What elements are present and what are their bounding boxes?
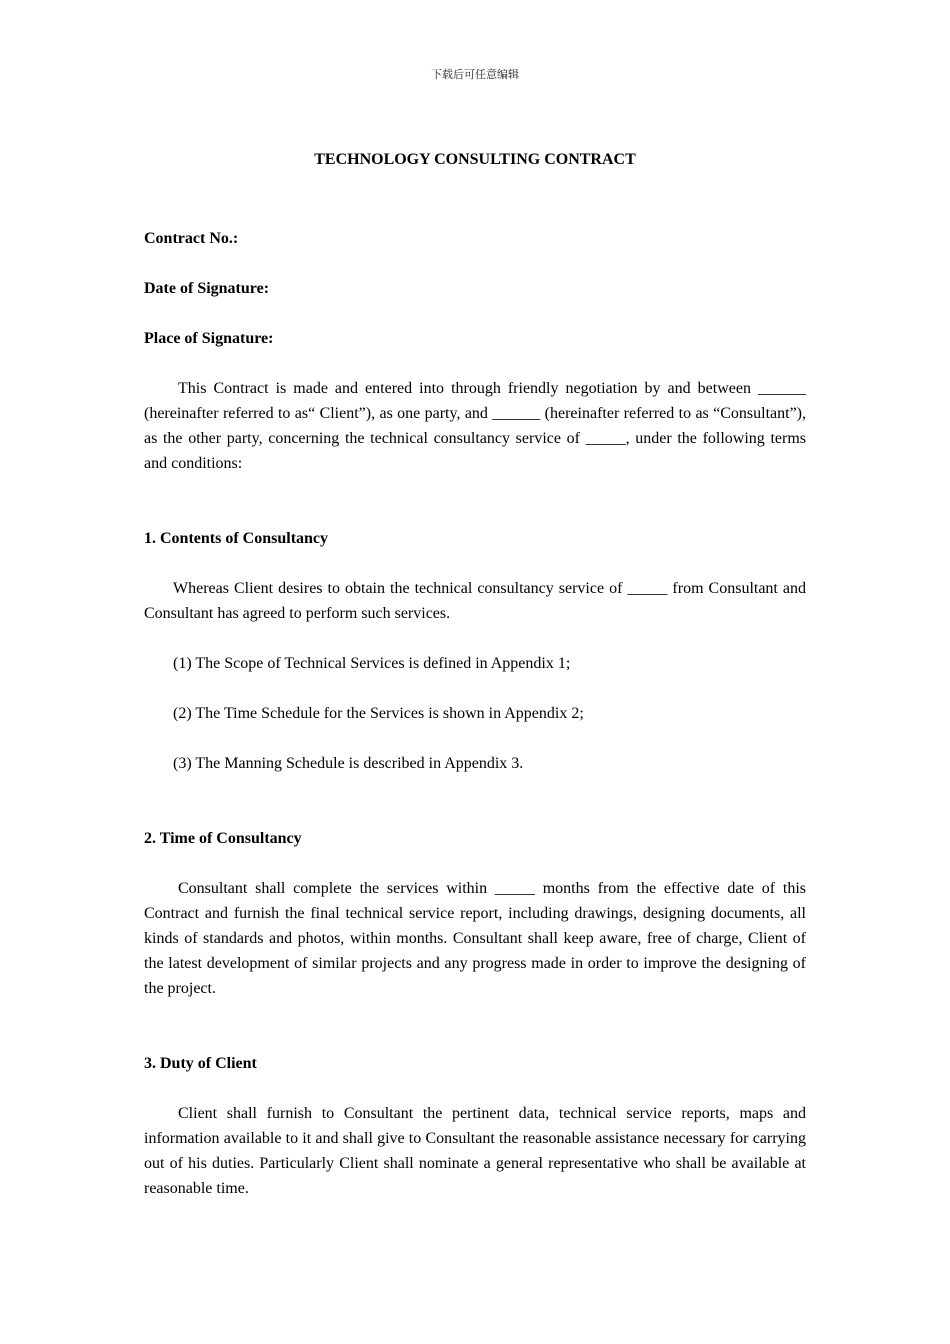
list-item-appendix-3: (3) The Manning Schedule is described in Appendix 3. [173, 755, 524, 772]
spacer [144, 726, 806, 751]
spacer [144, 776, 806, 826]
document-body [144, 226, 806, 1201]
spacer [144, 676, 806, 701]
section-heading-duty: 3. Duty of Client [144, 1055, 257, 1072]
contract-no-label: Contract No.: [144, 230, 239, 247]
section-paragraph-time: Consultant shall complete the services within _____ months from the effective date of this Contract and furnish the final technical service report, including drawings, designing documents, all kinds of standards and photos, within months. Consultant shall keep aware, free of charge, Client of the latest development of similar projects and any progress made in order to improve the designing of the project. [144, 880, 806, 997]
section-heading-contents: 1. Contents of Consultancy [144, 530, 329, 547]
section-paragraph-duty: Client shall furnish to Consultant the pertinent data, technical service reports, maps and information available to it and shall give to Consultant the reasonable assistance necessary for carrying out of his duties. Particularly Client shall nominate a general representative who shall be available at reasonable time. [144, 1105, 806, 1197]
spacer [144, 626, 806, 651]
spacer [144, 1076, 806, 1101]
list-item-appendix-1: (1) The Scope of Technical Services is defined in Appendix 1; [173, 655, 571, 672]
spacer [144, 476, 806, 526]
section-paragraph-contents: Whereas Client desires to obtain the technical consultancy service of _____ from Consultant and Consultant has agreed to perform such services. [144, 580, 806, 622]
date-of-signature-label: Date of Signature: [144, 280, 270, 297]
section-heading-time: 2. Time of Consultancy [144, 830, 302, 847]
spacer [144, 851, 806, 876]
place-of-signature-label: Place of Signature: [144, 330, 274, 347]
intro-paragraph: This Contract is made and entered into through friendly negotiation by and between ______ (hereinafter referred to as“ Client”), as one party, and ______ (hereinafter referred to as “Consultant”), as the other party, concerning the technical consultancy service of _____, under the following terms and conditions: [144, 380, 806, 472]
spacer [144, 1001, 806, 1051]
page-header-note: 下载后可任意编辑 [431, 68, 519, 81]
list-item-appendix-2: (2) The Time Schedule for the Services is shown in Appendix 2; [173, 705, 584, 722]
spacer [144, 551, 806, 576]
document-title: TECHNOLOGY CONSULTING CONTRACT [314, 151, 636, 168]
